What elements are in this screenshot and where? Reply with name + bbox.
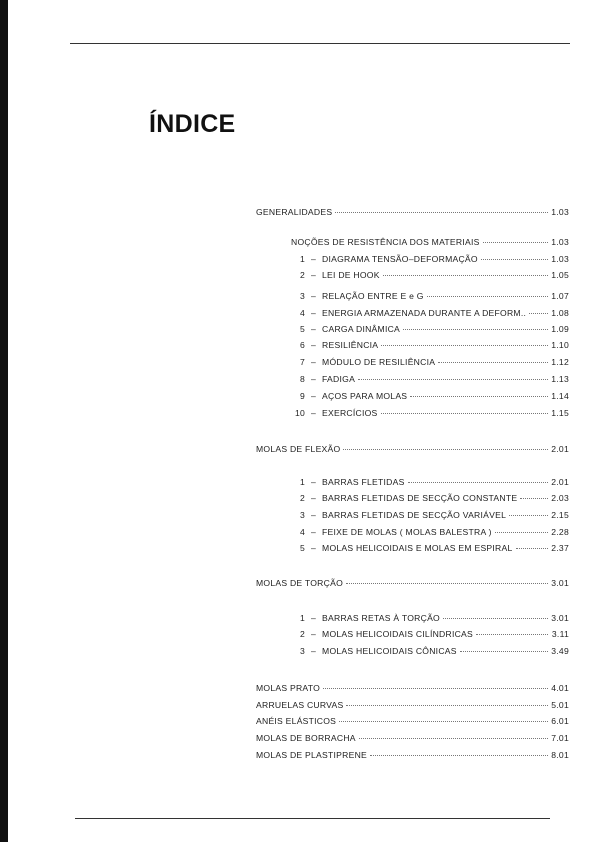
page-title: ÍNDICE xyxy=(149,110,236,138)
toc-entry-label: BARRAS FLETIDAS DE SECÇÃO CONSTANTE xyxy=(322,493,518,503)
toc-entry-number: 1 xyxy=(299,477,305,487)
toc-entry[interactable] xyxy=(256,716,569,729)
dot-leader xyxy=(383,275,548,276)
toc-entry[interactable] xyxy=(256,750,569,763)
toc-entry-number: 5 xyxy=(299,543,305,553)
bottom-rule xyxy=(75,818,550,819)
toc-entry-label: ANÉIS ELÁSTICOS xyxy=(256,716,337,726)
toc-entry-dash: – xyxy=(311,291,317,301)
toc-subentry[interactable] xyxy=(291,543,569,556)
toc-entry-page: 2.01 xyxy=(551,444,569,454)
toc-entry-number: 3 xyxy=(299,510,305,520)
toc-entry-page: 1.13 xyxy=(551,374,569,384)
dot-leader xyxy=(476,634,548,635)
dot-leader xyxy=(346,583,548,584)
toc-entry-label: MÓDULO DE RESILIÊNCIA xyxy=(322,357,436,367)
toc-entry-number: 10 xyxy=(294,408,305,418)
toc-entry-label: FADIGA xyxy=(322,374,356,384)
toc-subentry[interactable] xyxy=(291,613,569,626)
toc-entry-page: 5.01 xyxy=(551,700,569,710)
toc-entry-page: 2.28 xyxy=(551,527,569,537)
toc-entry-label: BARRAS FLETIDAS DE SECÇÃO VARIÁVEL xyxy=(322,510,507,520)
dot-leader xyxy=(509,515,548,516)
toc-entry-page: 2.15 xyxy=(551,510,569,520)
toc-entry-label: MOLAS DE TORÇÃO xyxy=(256,578,344,588)
toc-entry-label: AÇOS PARA MOLAS xyxy=(322,391,408,401)
toc-entry-number: 9 xyxy=(299,391,305,401)
toc-entry-page: 1.12 xyxy=(551,357,569,367)
toc-entry-page: 1.07 xyxy=(551,291,569,301)
dot-leader xyxy=(460,651,548,652)
toc-entry-label: MOLAS PRATO xyxy=(256,683,321,693)
toc-entry-label: MOLAS DE BORRACHA xyxy=(256,733,356,743)
toc-entry-page: 1.09 xyxy=(551,324,569,334)
toc-entry-label: GENERALIDADES xyxy=(256,207,333,217)
toc-entry-label: RELAÇÃO ENTRE E e G xyxy=(322,291,424,301)
toc-entry-dash: – xyxy=(311,629,317,639)
toc-entry-label: ARRUELAS CURVAS xyxy=(256,700,344,710)
toc-entry-dash: – xyxy=(311,613,317,623)
toc-entry-number: 2 xyxy=(299,270,305,280)
toc-entry-dash: – xyxy=(311,340,317,350)
toc-entry-page: 1.14 xyxy=(551,391,569,401)
toc-entry[interactable] xyxy=(256,207,569,220)
toc-entry-label: EXERCÍCIOS xyxy=(322,408,378,418)
toc-entry-dash: – xyxy=(311,324,317,334)
dot-leader xyxy=(520,498,548,499)
toc-entry-dash: – xyxy=(311,527,317,537)
toc-entry-number: 5 xyxy=(299,324,305,334)
toc-entry-label: ENERGIA ARMAZENADA DURANTE A DEFORM.. xyxy=(322,308,527,318)
dot-leader xyxy=(495,532,548,533)
dot-leader xyxy=(481,259,548,260)
toc-entry-label: MOLAS HELICOIDAIS CILÍNDRICAS xyxy=(322,629,474,639)
toc-entry-dash: – xyxy=(311,270,317,280)
toc-entry-page: 2.03 xyxy=(551,493,569,503)
toc-entry-dash: – xyxy=(311,477,317,487)
toc-entry[interactable] xyxy=(256,733,569,746)
toc-subentry[interactable] xyxy=(291,477,569,490)
toc-subentry[interactable] xyxy=(291,357,569,370)
dot-leader xyxy=(410,396,548,397)
toc-entry-label: LEI DE HOOK xyxy=(322,270,380,280)
dot-leader xyxy=(335,212,548,213)
dot-leader xyxy=(359,738,548,739)
toc-entry-page: 1.15 xyxy=(551,408,569,418)
toc-subentry[interactable] xyxy=(291,527,569,540)
toc-subentry[interactable] xyxy=(291,308,569,321)
toc-entry-number: 3 xyxy=(299,646,305,656)
toc-subentry[interactable] xyxy=(291,270,569,283)
toc-entry-page: 1.03 xyxy=(551,254,569,264)
toc-subentry[interactable] xyxy=(291,340,569,353)
toc-entry-label: MOLAS HELICOIDAIS CÔNICAS xyxy=(322,646,457,656)
toc-entry-page: 8.01 xyxy=(551,750,569,760)
toc-entry-label: CARGA DINÂMICA xyxy=(322,324,401,334)
toc-entry-dash: – xyxy=(311,357,317,367)
dot-leader xyxy=(323,688,548,689)
toc-entry-dash: – xyxy=(311,374,317,384)
toc-entry-page: 1.08 xyxy=(551,308,569,318)
toc-entry-dash: – xyxy=(311,408,317,418)
toc-subentry[interactable] xyxy=(291,493,569,506)
dot-leader xyxy=(443,618,548,619)
toc-entry-page: 3.11 xyxy=(551,629,569,639)
toc-entry-label: MOLAS HELICOIDAIS E MOLAS EM ESPIRAL xyxy=(322,543,513,553)
toc-entry-dash: – xyxy=(311,391,317,401)
toc-entry-dash: – xyxy=(311,646,317,656)
toc-entry-page: 7.01 xyxy=(551,733,569,743)
toc-entry-label: RESILIÊNCIA xyxy=(322,340,379,350)
toc-entry[interactable] xyxy=(291,237,569,250)
toc-entry-page: 1.03 xyxy=(551,237,569,247)
toc-subentry[interactable] xyxy=(291,291,569,304)
toc-subentry[interactable] xyxy=(291,629,569,642)
toc-entry[interactable] xyxy=(256,578,569,591)
toc-entry-page: 2.37 xyxy=(551,543,569,553)
dot-leader xyxy=(516,548,548,549)
dot-leader xyxy=(370,755,548,756)
dot-leader xyxy=(343,449,548,450)
toc-entry-number: 4 xyxy=(299,308,305,318)
toc-entry-page: 4.01 xyxy=(551,683,569,693)
toc-subentry[interactable] xyxy=(291,374,569,387)
toc-entry[interactable] xyxy=(256,683,569,696)
dot-leader xyxy=(408,482,548,483)
dot-leader xyxy=(403,329,548,330)
dot-leader xyxy=(339,721,548,722)
toc-entry-page: 3.01 xyxy=(551,578,569,588)
toc-entry-number: 1 xyxy=(299,254,305,264)
toc-entry-page: 1.05 xyxy=(551,270,569,280)
toc-subentry[interactable] xyxy=(291,254,569,267)
dot-leader xyxy=(483,242,548,243)
toc-entry-label: FEIXE DE MOLAS ( MOLAS BALESTRA ) xyxy=(322,527,492,537)
toc-entry-label: MOLAS DE PLASTIPRENE xyxy=(256,750,368,760)
toc-entry[interactable] xyxy=(256,444,569,457)
toc-subentry[interactable] xyxy=(291,510,569,523)
toc-subentry[interactable] xyxy=(291,391,569,404)
toc-entry-number: 3 xyxy=(299,291,305,301)
dot-leader xyxy=(427,296,548,297)
toc-entry-number: 4 xyxy=(299,527,305,537)
toc-entry-page: 1.03 xyxy=(551,207,569,217)
toc-entry-number: 8 xyxy=(299,374,305,384)
toc-entry-dash: – xyxy=(311,254,317,264)
toc-entry-page: 1.10 xyxy=(551,340,569,350)
toc-entry-label: DIAGRAMA TENSÃO–DEFORMAÇÃO xyxy=(322,254,478,264)
toc-entry-dash: – xyxy=(311,308,317,318)
toc-entry-label: BARRAS FLETIDAS xyxy=(322,477,405,487)
toc-entry-label: MOLAS DE FLEXÃO xyxy=(256,444,341,454)
toc-entry-label: BARRAS RETAS À TORÇÃO xyxy=(322,613,440,623)
dot-leader xyxy=(529,313,548,314)
toc-entry-label: NOÇÕES DE RESISTÊNCIA DOS MATERIAIS xyxy=(291,237,480,247)
toc-subentry[interactable] xyxy=(291,646,569,659)
toc-subentry[interactable] xyxy=(291,324,569,337)
toc-entry-dash: – xyxy=(311,510,317,520)
toc-entry-number: 6 xyxy=(299,340,305,350)
toc-entry-number: 2 xyxy=(299,629,305,639)
dot-leader xyxy=(381,413,548,414)
dot-leader xyxy=(381,345,548,346)
toc-entry-page: 2.01 xyxy=(551,477,569,487)
toc-entry-page: 3.01 xyxy=(551,613,569,623)
toc-entry-number: 2 xyxy=(299,493,305,503)
dot-leader xyxy=(346,705,548,706)
toc-entry-dash: – xyxy=(311,543,317,553)
toc-entry-number: 7 xyxy=(299,357,305,367)
toc-entry-page: 6.01 xyxy=(551,716,569,726)
dot-leader xyxy=(358,379,548,380)
toc-subentry[interactable] xyxy=(291,408,569,421)
toc-entry-number: 1 xyxy=(299,613,305,623)
toc-entry[interactable] xyxy=(256,700,569,713)
toc-entry-dash: – xyxy=(311,493,317,503)
toc-entry-page: 3.49 xyxy=(551,646,569,656)
dot-leader xyxy=(438,362,548,363)
